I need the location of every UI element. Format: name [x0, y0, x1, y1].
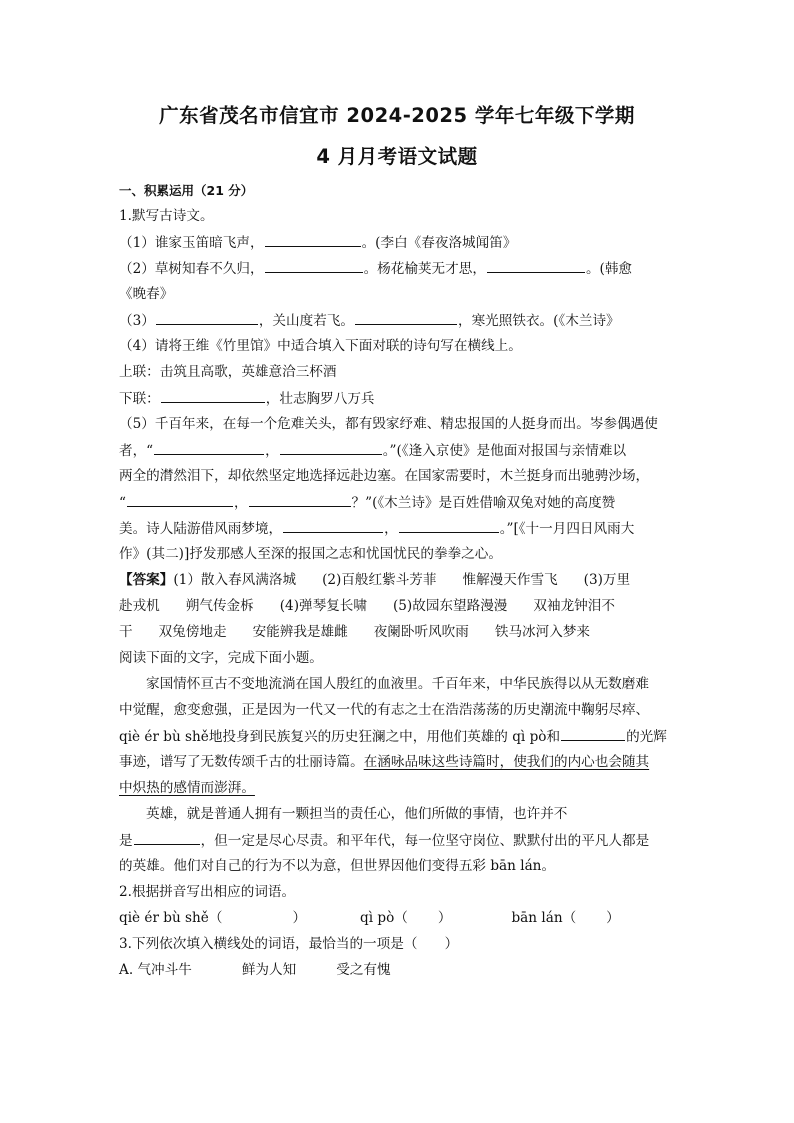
question-1-part-5-line: 作》(其二)]抒发那感人至深的报国之志和忧国忧民的拳拳之心。	[119, 546, 502, 562]
question-2-items: qiè ér bù shě（ ） qì pò（ ） bān lán（ ）	[119, 910, 620, 926]
answer-blank[interactable]	[265, 258, 363, 273]
question-1-part-5-line: 美。诗人陆游借风雨梦境， ， 。”[《十一月四日风雨大	[119, 518, 634, 538]
question-1-part-1: （1）谁家玉笛暗飞声， 。(李白《春夜洛城闻笛》	[119, 232, 516, 252]
question-1-part-3: （3） ，关山度若飞。 ，寒光照铁衣。(《木兰诗》	[119, 310, 620, 330]
answer-blank[interactable]	[265, 232, 361, 247]
couplet-lower: 下联： ，壮志胸罗八万兵	[119, 388, 375, 408]
answer-blank[interactable]	[161, 388, 265, 403]
underlined-sentence: 中炽热的感情而澎湃。	[119, 780, 255, 796]
reading-paragraph-line: 事迹，谱写了无数传颂千古的壮丽诗篇。在涵咏品味这些诗篇时，使我们的内心也会随其	[119, 754, 650, 770]
answer-blank[interactable]	[487, 258, 585, 273]
underlined-sentence: 在涵咏品味这些诗篇时，使我们的内心也会随其	[363, 754, 650, 770]
question-3-stem: 3.下列依次填入横线处的词语，最恰当的一项是（ ）	[119, 936, 459, 952]
reading-paragraph-line: 的英雄。他们对自己的行为不以为意，但世界因他们变得五彩 bān lán。	[119, 858, 556, 874]
answer-line: 干 双兔傍地走 安能辨我是雄雌 夜阑卧听风吹雨 铁马冰河入梦来	[119, 624, 591, 640]
answer-line: 赴戎机 朔气传金柝 (4)弹琴复长啸 (5)故园东望路漫漫 双袖龙钟泪不	[119, 598, 615, 614]
reading-paragraph-line: 英雄，就是普通人拥有一颗担当的责任心，他们所做的事情，也许并不	[146, 806, 568, 822]
question-1-part-2: （2）草树知春不久归， 。杨花榆荚无才思， 。(韩愈	[119, 258, 632, 278]
question-1-part-5-line: 两全的潸然泪下，却依然坚定地选择远赴边塞。在国家需要时，木兰挺身而出驰骋沙场，	[119, 468, 650, 484]
reading-paragraph-line: 是 ，但一定是尽心尽责。和平年代，每一位坚守岗位、默默付出的平凡人都是	[119, 830, 649, 850]
answer-label: 【答案】	[119, 572, 174, 588]
answer-blank[interactable]	[249, 492, 351, 507]
question-1-part-5-line: （5）千百年来，在每一个危难关头，都有毁家纾难、精忠报国的人挺身而出。岑参偶遇使	[119, 416, 658, 432]
answer-blank[interactable]	[355, 310, 457, 325]
reading-paragraph-line: 中觉醒，愈变愈强，正是因为一代又一代的有志之士在浩浩荡荡的历史潮流中鞠躬尽瘁、	[119, 702, 650, 718]
couplet-upper: 上联：击筑且高歌，英雄意洽三杯酒	[119, 364, 337, 380]
answer-blank[interactable]	[134, 830, 200, 845]
answer-blank[interactable]	[283, 518, 383, 533]
answer-blank[interactable]	[127, 492, 233, 507]
question-1-part-5-line: “ ， ？”(《木兰诗》是百姓借喻双兔对她的高度赞	[119, 492, 615, 512]
question-1-stem: 1.默写古诗文。	[119, 208, 214, 224]
answer-blank[interactable]	[561, 726, 625, 741]
section-heading: 一、积累运用（21 分）	[119, 183, 254, 198]
answer-blank[interactable]	[280, 440, 382, 455]
page-title: 广东省茂名市信宜市 2024-2025 学年七年级下学期	[159, 104, 635, 127]
question-1-part-2-source: 《晚春》	[119, 286, 174, 302]
question-3-option-a[interactable]: A. 气冲斗牛 鲜为人知 受之有愧	[119, 962, 391, 978]
answer-blank[interactable]	[156, 310, 258, 325]
question-2-stem: 2.根据拼音写出相应的词语。	[119, 884, 296, 900]
question-1-part-4: （4）请将王维《竹里馆》中适合填入下面对联的诗句写在横线上。	[119, 338, 522, 354]
answer-blank[interactable]	[399, 518, 499, 533]
answer-blank[interactable]	[154, 440, 264, 455]
reading-intro: 阅读下面的文字，完成下面小题。	[119, 650, 323, 666]
answer-line: 【答案】(1）散入春风满洛城 (2)百般红紫斗芳菲 惟解漫天作雪飞 (3)万里	[119, 572, 631, 588]
page-subtitle: 4 月月考语文试题	[316, 145, 478, 168]
question-1-part-5-line: 者，“ ， 。”(《逢入京使》是他面对报国与亲情难以	[119, 440, 626, 460]
reading-paragraph-line: qiè ér bù shě地投身到民族复兴的历史狂澜之中，用他们英雄的 qì pò和 的光辉	[119, 726, 667, 746]
reading-paragraph-line: 家国情怀亘古不变地流淌在国人殷红的血液里。千百年来，中华民族得以从无数磨难	[146, 676, 649, 692]
